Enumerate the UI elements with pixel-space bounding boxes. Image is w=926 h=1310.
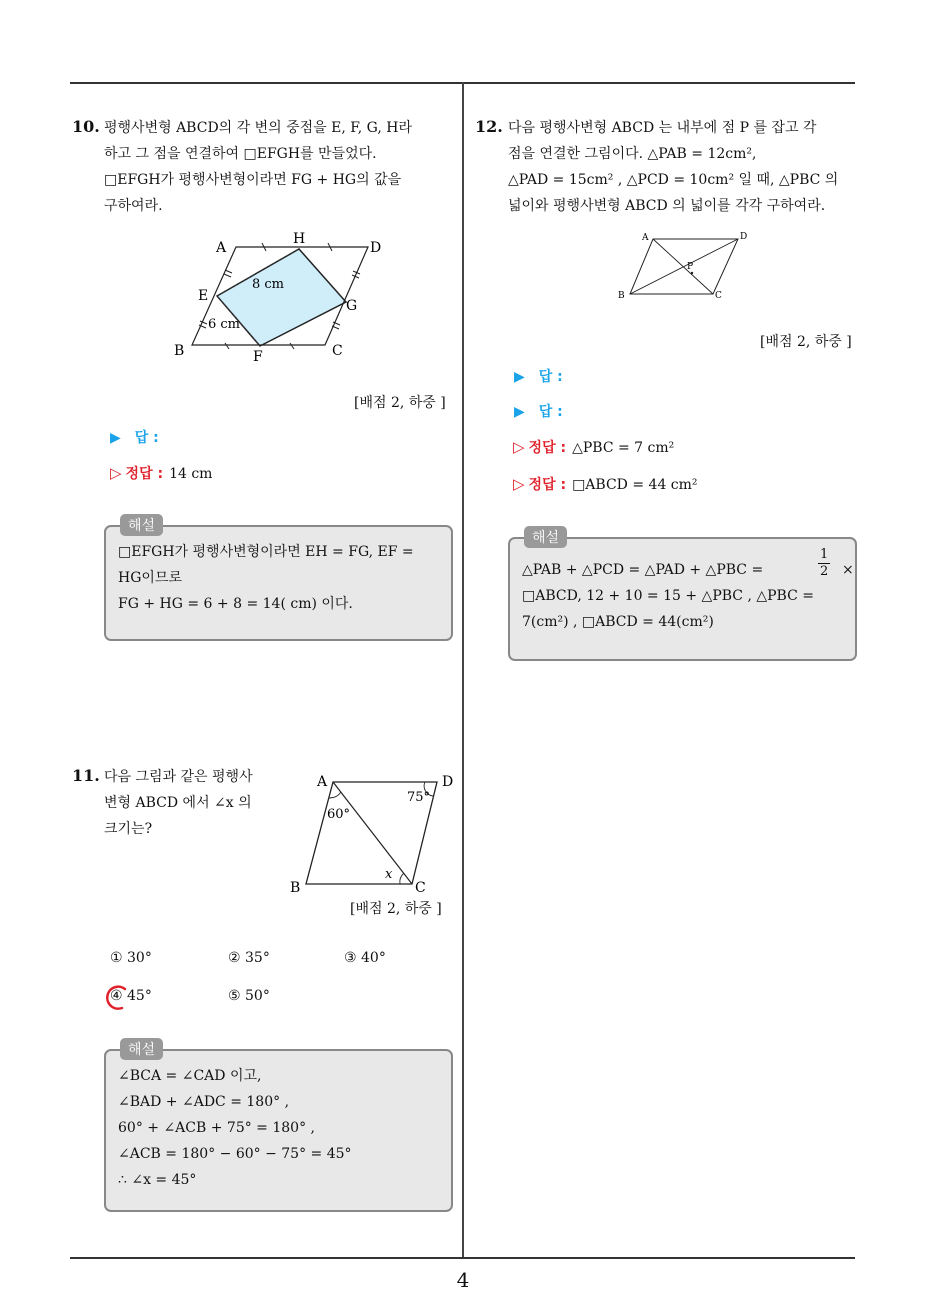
q12-line: 점을 연결한 그림이다. △PAB = 12cm², — [508, 146, 757, 162]
q12-label-d: D — [740, 232, 748, 242]
q11-number: 11. — [72, 766, 100, 785]
q12-line: △PAD = 15cm² , △PCD = 10cm² 일 때, △PBC 의 — [508, 172, 839, 188]
q12-correct-row-1 — [513, 437, 674, 457]
q10-answer-row[interactable] — [110, 427, 159, 447]
q12-label-p: P — [687, 262, 694, 272]
q12-fraction-den: 2 — [820, 564, 829, 579]
q12-answer-row-1[interactable] — [514, 366, 563, 386]
q10-correct-row — [110, 463, 212, 483]
q10-explain-line: HG이므로 — [118, 570, 182, 586]
q12-label-b: B — [618, 291, 625, 301]
q12-explanation-box — [508, 537, 857, 661]
q10-line: 하고 그 점을 연결하여 □EFGH를 만들었다. — [104, 146, 377, 162]
q10-line: □EFGH가 평행사변형이라면 FG + HG의 값을 — [104, 172, 402, 188]
q12-fraction-op: × — [842, 562, 854, 578]
q11-choice-5[interactable]: ⑤ 50° — [228, 988, 270, 1004]
q12-correct-row-2 — [513, 474, 698, 494]
q11-label-b: B — [290, 880, 301, 896]
q10-parallelogram-figure — [170, 228, 390, 368]
q10-line: 평행사변형 ABCD의 각 변의 중점을 E, F, G, H라 — [104, 120, 413, 136]
q10-length-ef: 6 cm — [208, 317, 241, 332]
q11-explain-line: ∠ACB = 180° − 60° − 75° = 45° — [118, 1146, 352, 1162]
q10-label-a: A — [216, 240, 227, 256]
q10-text — [104, 115, 454, 219]
q12-score: [배점 2, 하중 ] — [760, 334, 852, 350]
q11-line: 다음 그림과 같은 평행사 — [104, 769, 253, 785]
q10-length-eh: 8 cm — [252, 277, 285, 292]
q11-label-c: C — [415, 880, 426, 896]
q12-correct-label: 정답 : — [528, 477, 567, 493]
q10-line: 구하여라. — [104, 198, 163, 214]
bottom-rule — [70, 1257, 855, 1259]
q12-line: 넓이와 평행사변형 ABCD 의 넓이를 각각 구하여라. — [508, 198, 826, 214]
q12-line: 다음 평행사변형 ABCD 는 내부에 점 P 를 잡고 각 — [508, 120, 817, 136]
page-number: 4 — [456, 1268, 470, 1292]
q11-choice-1[interactable]: ① 30° — [110, 950, 152, 966]
q12-explain-line: 7(cm²) , □ABCD = 44(cm²) — [522, 614, 714, 630]
q11-parallelogram-figure — [285, 770, 465, 900]
q11-explain-line: ∴ ∠x = 45° — [118, 1172, 197, 1188]
triangle-outline-icon: ▷ — [110, 464, 122, 482]
q10-label-c: C — [332, 343, 343, 359]
q12-fraction — [818, 547, 830, 580]
q12-correct-value: △PBC = 7 cm² — [572, 440, 675, 456]
q12-explain-line: □ABCD, 12 + 10 = 15 + △PBC , △PBC = — [522, 588, 814, 604]
q11-line: 변형 ABCD 에서 ∠x 의 — [104, 795, 252, 811]
q10-label-h: H — [293, 231, 306, 247]
q11-explain-tag: 해설 — [120, 1038, 163, 1060]
q11-text — [104, 764, 284, 842]
q12-answer-label: 답 : — [538, 369, 563, 385]
q12-answer-row-2[interactable] — [514, 401, 563, 421]
q11-angle-a: 60° — [327, 807, 351, 822]
q10-explain-tag: 해설 — [120, 514, 163, 536]
q11-explain-line: ∠BCA = ∠CAD 이고, — [118, 1068, 262, 1084]
q11-explanation-box — [104, 1049, 453, 1212]
play-icon: ▶ — [514, 404, 525, 420]
q11-explain-line: ∠BAD + ∠ADC = 180° , — [118, 1094, 290, 1110]
q10-label-g: G — [346, 298, 358, 314]
q11-choice-2[interactable]: ② 35° — [228, 950, 270, 966]
q12-explain-line-1: △PAB + △PCD = △PAD + △PBC = — [522, 562, 764, 578]
q12-correct-value: □ABCD = 44 cm² — [572, 477, 698, 493]
q11-label-a: A — [317, 774, 328, 790]
q11-choice-3[interactable]: ③ 40° — [344, 950, 386, 966]
q11-choice-4[interactable]: ④ 45° — [110, 988, 152, 1004]
q10-explain-line: □EFGH가 평행사변형이라면 EH = FG, EF = — [118, 544, 414, 560]
q12-label-c: C — [715, 291, 722, 301]
q12-label-a: A — [642, 233, 649, 243]
q11-angle-d: 75° — [407, 790, 431, 805]
q10-score: [배점 2, 하중 ] — [354, 395, 446, 411]
q10-explain-line: FG + HG = 6 + 8 = 14( cm) 이다. — [118, 596, 353, 612]
q11-score: [배점 2, 하중 ] — [350, 901, 442, 917]
play-icon: ▶ — [514, 369, 525, 385]
q10-label-d: D — [370, 240, 382, 256]
q12-fraction-num: 1 — [820, 547, 829, 562]
q11-angle-x: x — [385, 867, 393, 882]
q10-number: 10. — [72, 117, 100, 136]
play-icon: ▶ — [110, 430, 121, 446]
q12-number: 12. — [475, 117, 503, 136]
q12-text — [508, 115, 860, 219]
q12-parallelogram-figure — [612, 228, 762, 303]
selected-answer-circle-icon — [101, 982, 131, 1012]
q12-point-p — [691, 272, 693, 274]
q11-line: 크기는? — [104, 821, 153, 837]
column-divider — [462, 82, 464, 1259]
q10-correct-label: 정답 : — [125, 466, 164, 482]
triangle-outline-icon: ▷ — [513, 475, 525, 493]
q12-explain-line — [522, 547, 854, 583]
q12-answer-label: 답 : — [538, 404, 563, 420]
q10-label-b: B — [174, 343, 185, 359]
q10-label-e: E — [198, 288, 209, 304]
q10-label-f: F — [253, 349, 263, 365]
q10-correct-value: 14 cm — [169, 466, 213, 482]
q12-explain-tag: 해설 — [524, 526, 567, 548]
q10-answer-label: 답 : — [134, 430, 159, 446]
q10-explanation-box — [104, 525, 453, 641]
q11-label-d: D — [442, 774, 454, 790]
q11-diagonal-ac — [333, 782, 412, 884]
q12-correct-label: 정답 : — [528, 440, 567, 456]
triangle-outline-icon: ▷ — [513, 438, 525, 456]
q11-explain-line: 60° + ∠ACB + 75° = 180° , — [118, 1120, 315, 1136]
